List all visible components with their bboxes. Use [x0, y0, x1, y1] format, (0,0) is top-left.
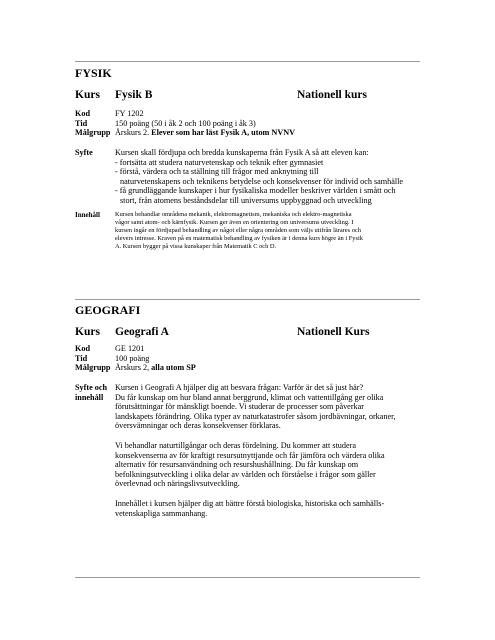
kod-value: FY 1202 — [115, 109, 144, 118]
paragraph-line: överlevnad och näringslivsutveckling. — [115, 479, 240, 489]
syfte-line: naturvetenskapens och teknikens betydelse och konsekvenser för individ och samhälle — [120, 176, 404, 186]
syfte-line: stort, från atomens beståndsdelar till universums uppbyggnad och utveckling — [120, 195, 372, 205]
course-name: Geografi A — [115, 326, 169, 338]
geografi-paragraph-1 — [115, 383, 420, 431]
syfte-line: - förstå, värdera och ta ställning till frågor med anknytning till — [115, 167, 319, 177]
tid-value: 100 poäng — [115, 353, 150, 363]
malgrupp-value — [115, 128, 295, 138]
paragraph-line: befolkningsutveckling i olika delar av världen och förståelse i frågor som gäller — [115, 469, 376, 479]
paragraph-line: konsekvenserna av för kraftigt resursutnyttjande och får jämföra och värdera olika — [115, 450, 385, 460]
innehall-text — [115, 211, 420, 251]
syfte-label: Syfte — [75, 148, 93, 157]
malgrupp-prefix: Årskurs 2. — [115, 128, 152, 138]
syfte-label-line: innehåll — [75, 392, 104, 402]
paragraph-line: översvämningar och deras konsekvenser förklaras. — [115, 421, 281, 431]
malgrupp-label: Målgrupp — [75, 363, 111, 373]
bottom-divider — [75, 577, 420, 578]
section-title-geografi: GEOGRAFI — [75, 303, 141, 317]
course-label: Kurs — [75, 89, 100, 101]
malgrupp-label: Målgrupp — [75, 128, 111, 138]
paragraph-line: landskapets förändring. Olika typer av naturkatastrofer såsom jordbävningar, orkaner, — [115, 411, 396, 421]
malgrupp-target: alla utom SP — [151, 363, 196, 373]
course-name: Fysik B — [115, 89, 153, 101]
course-label: Kurs — [75, 326, 100, 338]
kod-value: GE 1201 — [115, 344, 145, 353]
tid-value: 150 poäng (50 i åk 2 och 100 poäng i åk 3) — [115, 118, 256, 128]
paragraph-line: vetenskapliga sammanhang. — [115, 508, 208, 518]
syfte-line: - få grundläggande kunskaper i hur fysikaliska modeller beskriver världen i smått och — [115, 186, 396, 196]
innehall-line: A. Kursen bygger på vissa kunskaper från Matematik C och D. — [115, 243, 277, 251]
geografi-paragraph-3 — [115, 499, 420, 518]
malgrupp-value — [115, 363, 196, 373]
course-type: Nationell Kurs — [297, 326, 370, 338]
geografi-paragraph-2 — [115, 441, 420, 489]
tid-label: Tid — [75, 118, 88, 128]
top-divider — [75, 61, 420, 62]
syfte-innehall-label — [75, 383, 107, 402]
tid-label: Tid — [75, 353, 88, 363]
course-type: Nationell kurs — [297, 89, 367, 101]
section-title-fysik: FYSIK — [75, 66, 112, 80]
syfte-text — [115, 148, 420, 206]
paragraph-line: Innehållet i kursen hjälper dig att bättre förstå biologiska, historiska och samhälls- — [115, 499, 385, 508]
paragraph-line: förutsättningar för mänskligt boende. Vi studerar de processer som påverkar — [115, 402, 364, 412]
innehall-line: vågor samt atom- och kärnfysik. Kursen ger även en orientering om universums utveckling. I — [115, 219, 354, 227]
paragraph-line: alternativ för resursanvändning och resurshushållning. Du får kunskap om — [115, 460, 359, 470]
innehall-label: Innehåll — [75, 211, 100, 219]
syfte-line: - fortsätta att studera naturvetenskap och teknik efter gymnasiet — [115, 157, 324, 167]
malgrupp-target: Elever som har läst Fysik A, utom NVNV — [151, 128, 296, 138]
syfte-label-line: Syfte och — [75, 383, 108, 392]
innehall-line: Kursen behandlar områdena mekanik, elektromagnetism, mekaniska och elektro-magnetiska — [115, 211, 352, 218]
innehall-line: kursen ingår en fördjupad behandling av något eller några områden som väljs utifrån lärares och — [115, 227, 361, 235]
malgrupp-prefix: Årskurs 2, — [115, 363, 152, 373]
kod-label: Kod — [75, 109, 91, 118]
paragraph-line: Kursen i Geografi A hjälper dig att besvara frågan: Varför är det så just här? — [115, 383, 364, 392]
middle-divider — [75, 299, 420, 300]
paragraph-line: Vi behandlar naturtillgångar och deras fördelning. Du kommer att studera — [115, 441, 356, 450]
innehall-line: elevers intresse. Kraven på en matematisk behandling av fysiken är i denna kurs högre än i Fysik — [115, 235, 363, 243]
paragraph-line: Du får kunskap om hur bland annat berggrund, klimat och vattentillgång ger olika — [115, 392, 384, 402]
kod-label: Kod — [75, 344, 91, 353]
syfte-line: Kursen skall fördjupa och bredda kunskaperna från Fysik A så att eleven kan: — [115, 148, 369, 157]
